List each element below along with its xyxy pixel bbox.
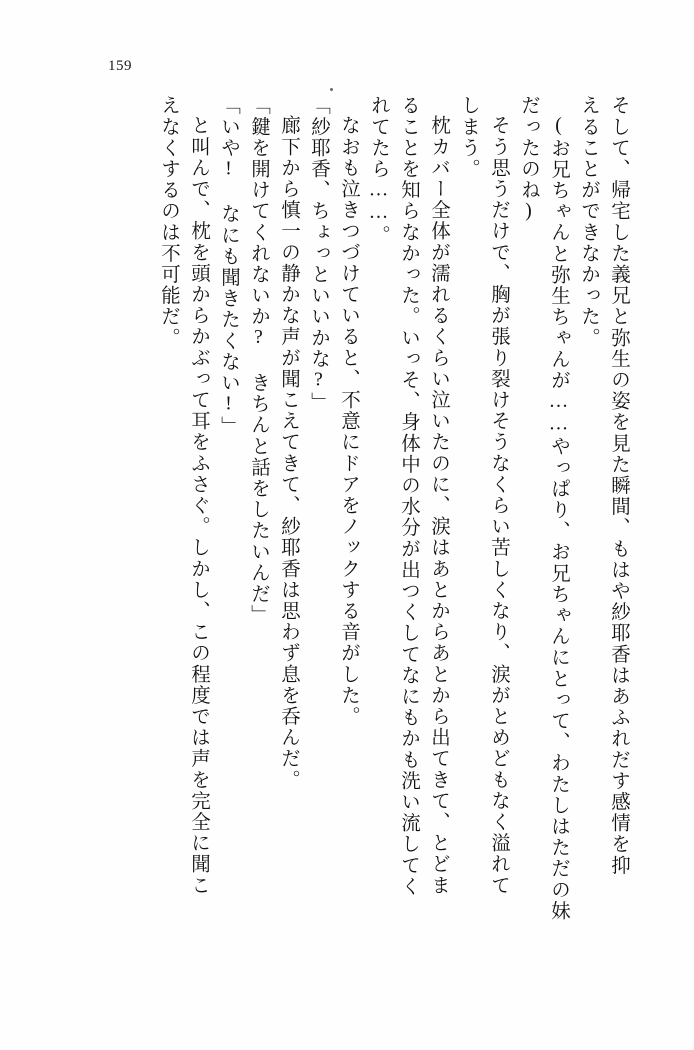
text-line: 廊下から慎一の静かな声が聞こえてきて、紗耶香は思わず息を呑んだ。 — [278, 115, 299, 791]
page-mark-dot — [330, 88, 333, 91]
text-line: れてたら……。 — [368, 95, 389, 246]
text-line: そして、帰宅した義兄と弥生の姿を見た瞬間、もはや紗耶香はあふれだす感情を抑 — [608, 95, 629, 876]
vertical-body-text — [78, 95, 633, 975]
text-line: 枕カバー全体が濡れるくらい泣いたのに、涙はあとからあとから出てきて、とどま — [428, 115, 449, 896]
text-line: 「紗耶香、ちょっといいかな?」 — [308, 95, 329, 413]
text-line: 「いや! なにも聞きたくない!」 — [218, 95, 239, 438]
text-line: だったのね) — [518, 95, 539, 224]
text-line: ることを知らなかった。いっそ、身体中の水分が出つくしてなにもかも洗い流してく — [398, 95, 419, 897]
text-line: えることができなかった。 — [578, 95, 599, 349]
page-number: 159 — [108, 58, 132, 74]
text-line: そう思うだけで、胸が張り裂けそうなくらい苦しくなり、涙がとめどもなく溢れて — [488, 115, 509, 896]
text-line: 「鍵を開けてくれないか? きちんと話をしたいんだ」 — [248, 95, 269, 626]
text-line: しまう。 — [458, 95, 479, 180]
text-line: (お兄ちゃんと弥生ちゃんが……やっぱり、お兄ちゃんにとって、わたしはただの妹 — [548, 115, 569, 922]
text-line: えなくするのは不可能だ。 — [158, 95, 179, 349]
text-line: と叫んで、枕を頭からかぶって耳をふさぐ。しかし、この程度では声を完全に聞こ — [188, 115, 209, 896]
text-line: なおも泣きつづけていると、不意にドアをノックする音がした。 — [338, 115, 359, 727]
